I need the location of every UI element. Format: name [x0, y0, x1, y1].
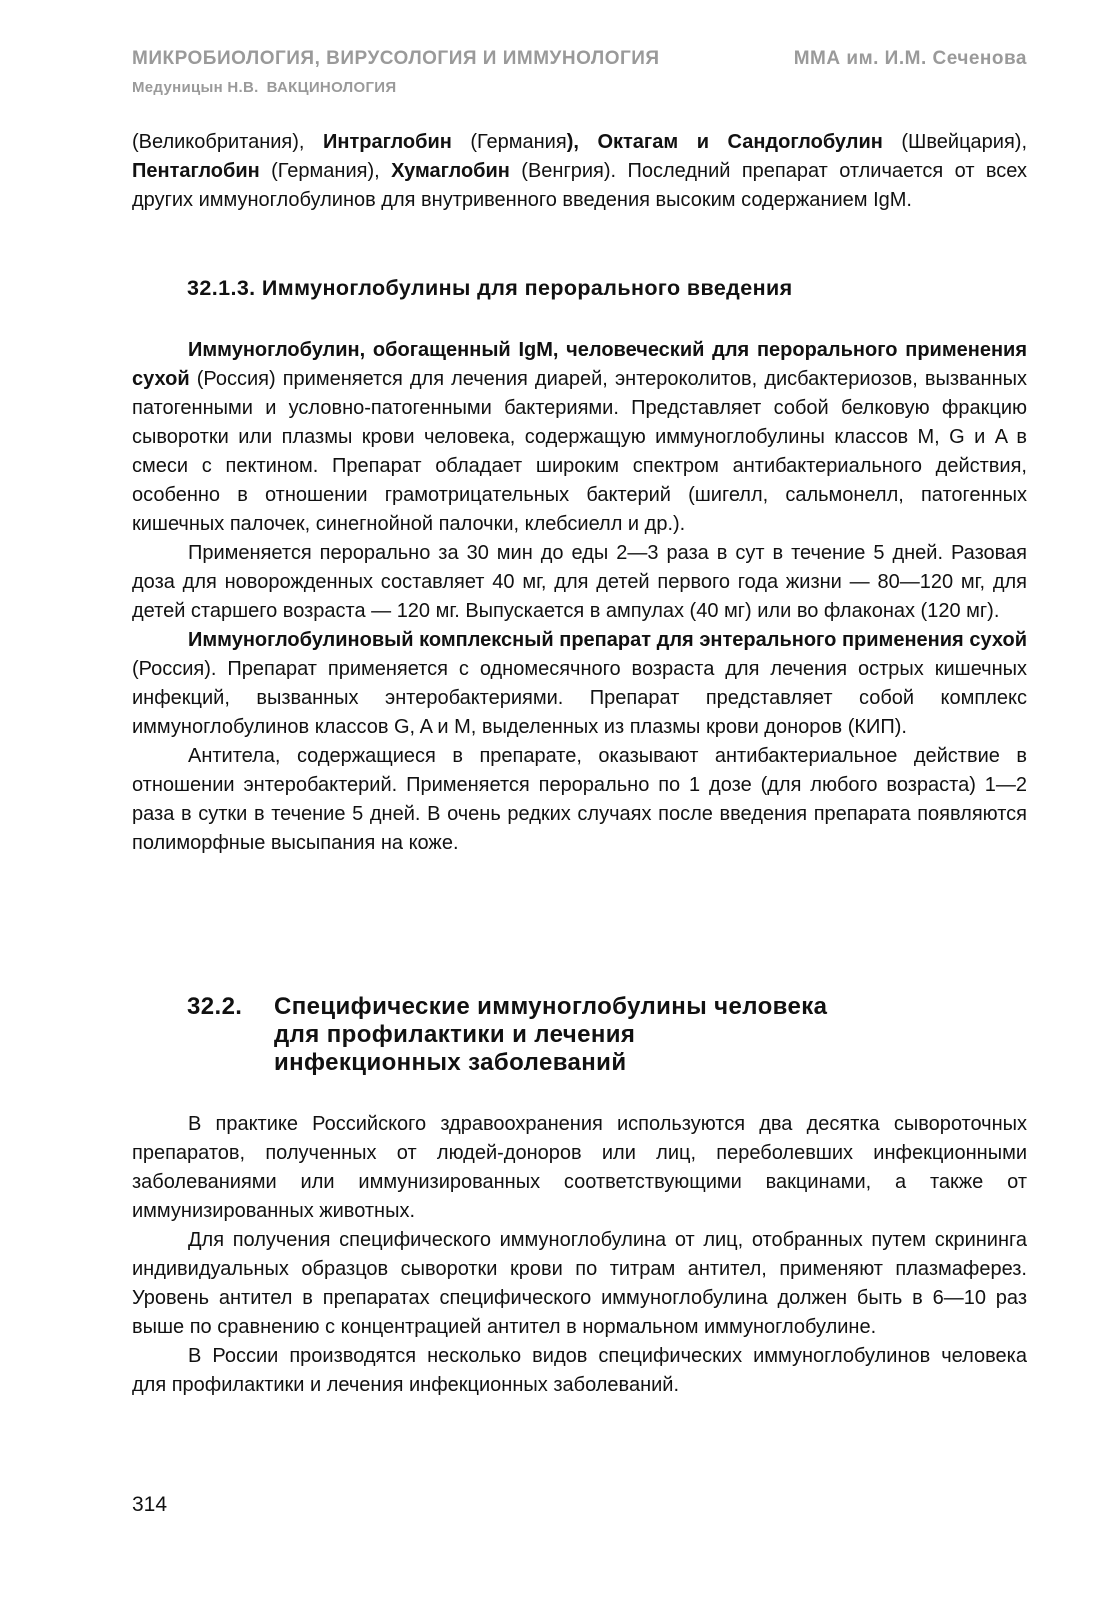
subsection-heading: 32.1.3. Иммуноглобулины для перорального введения [187, 276, 793, 300]
header-book-title: ВАКЦИНОЛОГИЯ [266, 79, 397, 96]
header-institution: ММА им. И.М. Сеченова [793, 48, 1027, 69]
drug-name: Иммуноглобулин, обогащенный IgM, человеческий для перорального применения сухой [132, 339, 1027, 390]
running-header [132, 48, 1027, 70]
paragraph: Иммуноглобулин, обогащенный IgM, человеческий для перорального применения сухой (Россия) применяется для лечения диарей, энтероколитов, дисбактериозов, вызванных патогенными и условно-патогенными бактериями. Представляет собой белковую фракцию сыворотки или плазмы крови человека, содержащую иммуноглобулины классов M, G и A в смеси с пектином. Препарат обладает широким спектром антибактериального действия, особенно в отношении грамотрицательных бактерий (шигелл, сальмонелл, патогенных кишечных палочек, синегнойной палочки, клебсиелл и др.). [132, 339, 1027, 535]
paragraph: Иммуноглобулиновый комплексный препарат для энтерального применения сухой (Россия). Препарат применяется с одномесячного возраста для лечения острых кишечных инфекций, вызванных энтеробактериями. Препарат представляет собой комплекс иммуноглобулинов классов G, A и M, выделенных из плазмы крови доноров (КИП). [132, 629, 1027, 738]
intro-paragraph-block [132, 128, 1027, 215]
page-number: 314 [132, 1493, 168, 1516]
section-number: 32.2. [187, 993, 243, 1020]
paragraph: В России производятся несколько видов специфических иммуноглобулинов человека для профилактики и лечения инфекционных заболеваний. [132, 1345, 1027, 1396]
section-heading [187, 993, 827, 1077]
section-title-line: для профилактики и лечения [274, 1021, 636, 1048]
running-subheader [132, 79, 1027, 96]
paragraph: Для получения специфического иммуноглобулина от лиц, отобранных путем скрининга индивидуальных образцов сыворотки крови по титрам антител, применяют плазмаферез. Уровень антител в препаратах специфического иммуноглобулина должен быть в 6—10 раз выше по сравнению с концентрацией антител в нормальном иммуноглобулине. [132, 1229, 1027, 1338]
drug-name: Интраглобин [323, 131, 452, 153]
drug-name: Хумаглобин [391, 160, 510, 182]
paragraph: Антитела, содержащиеся в препарате, оказывают антибактериальное действие в отношении энтеробактерий. Применяется перорально по 1 дозе (для любого возраста) 1—2 раза в сутки в течение 5 дней. В очень редких случаях после введения препарата появляются полиморфные высыпания на коже. [132, 745, 1027, 854]
paragraph: Применяется перорально за 30 мин до еды 2—3 раза в сут в течение 5 дней. Разовая доза для новорожденных составляет 40 мг, для детей первого года жизни — 80—120 мг, для детей старшего возраста — 120 мг. Выпускается в ампулах (40 мг) или во флаконах (120 мг). [132, 542, 1027, 622]
header-course-title: МИКРОБИОЛОГИЯ, ВИРУСОЛОГИЯ И ИММУНОЛОГИЯ [132, 48, 660, 69]
section-title-line: инфекционных заболеваний [274, 1049, 627, 1076]
drug-name: Иммуноглобулиновый комплексный препарат для энтерального применения сухой [188, 629, 1027, 651]
drug-name: Пентаглобин [132, 160, 260, 182]
drug-name: ), Октагам и Сандоглобулин [566, 131, 883, 153]
header-author: Медуницын Н.В. [132, 79, 259, 96]
paragraph: В практике Российского здравоохранения используются два десятка сывороточных препаратов, полученных от людей-доноров или лиц, переболевших инфекционными заболеваниями или иммунизированных соответствующими вакцинами, а также от иммунизированных животных. [132, 1113, 1027, 1222]
intro-paragraph: (Великобритания), Интраглобин (Германия), Октагам и Сандоглобулин (Швейцария), Пентаглобин (Германия), Хумаглобин (Венгрия). Последний препарат отличается от всех других иммуноглобулинов для внутривенного введения высоким содержанием IgM. [132, 131, 1027, 211]
subsection-body [132, 336, 1027, 858]
section-title-line: Специфические иммуноглобулины человека [274, 993, 828, 1020]
section-body [132, 1110, 1027, 1400]
